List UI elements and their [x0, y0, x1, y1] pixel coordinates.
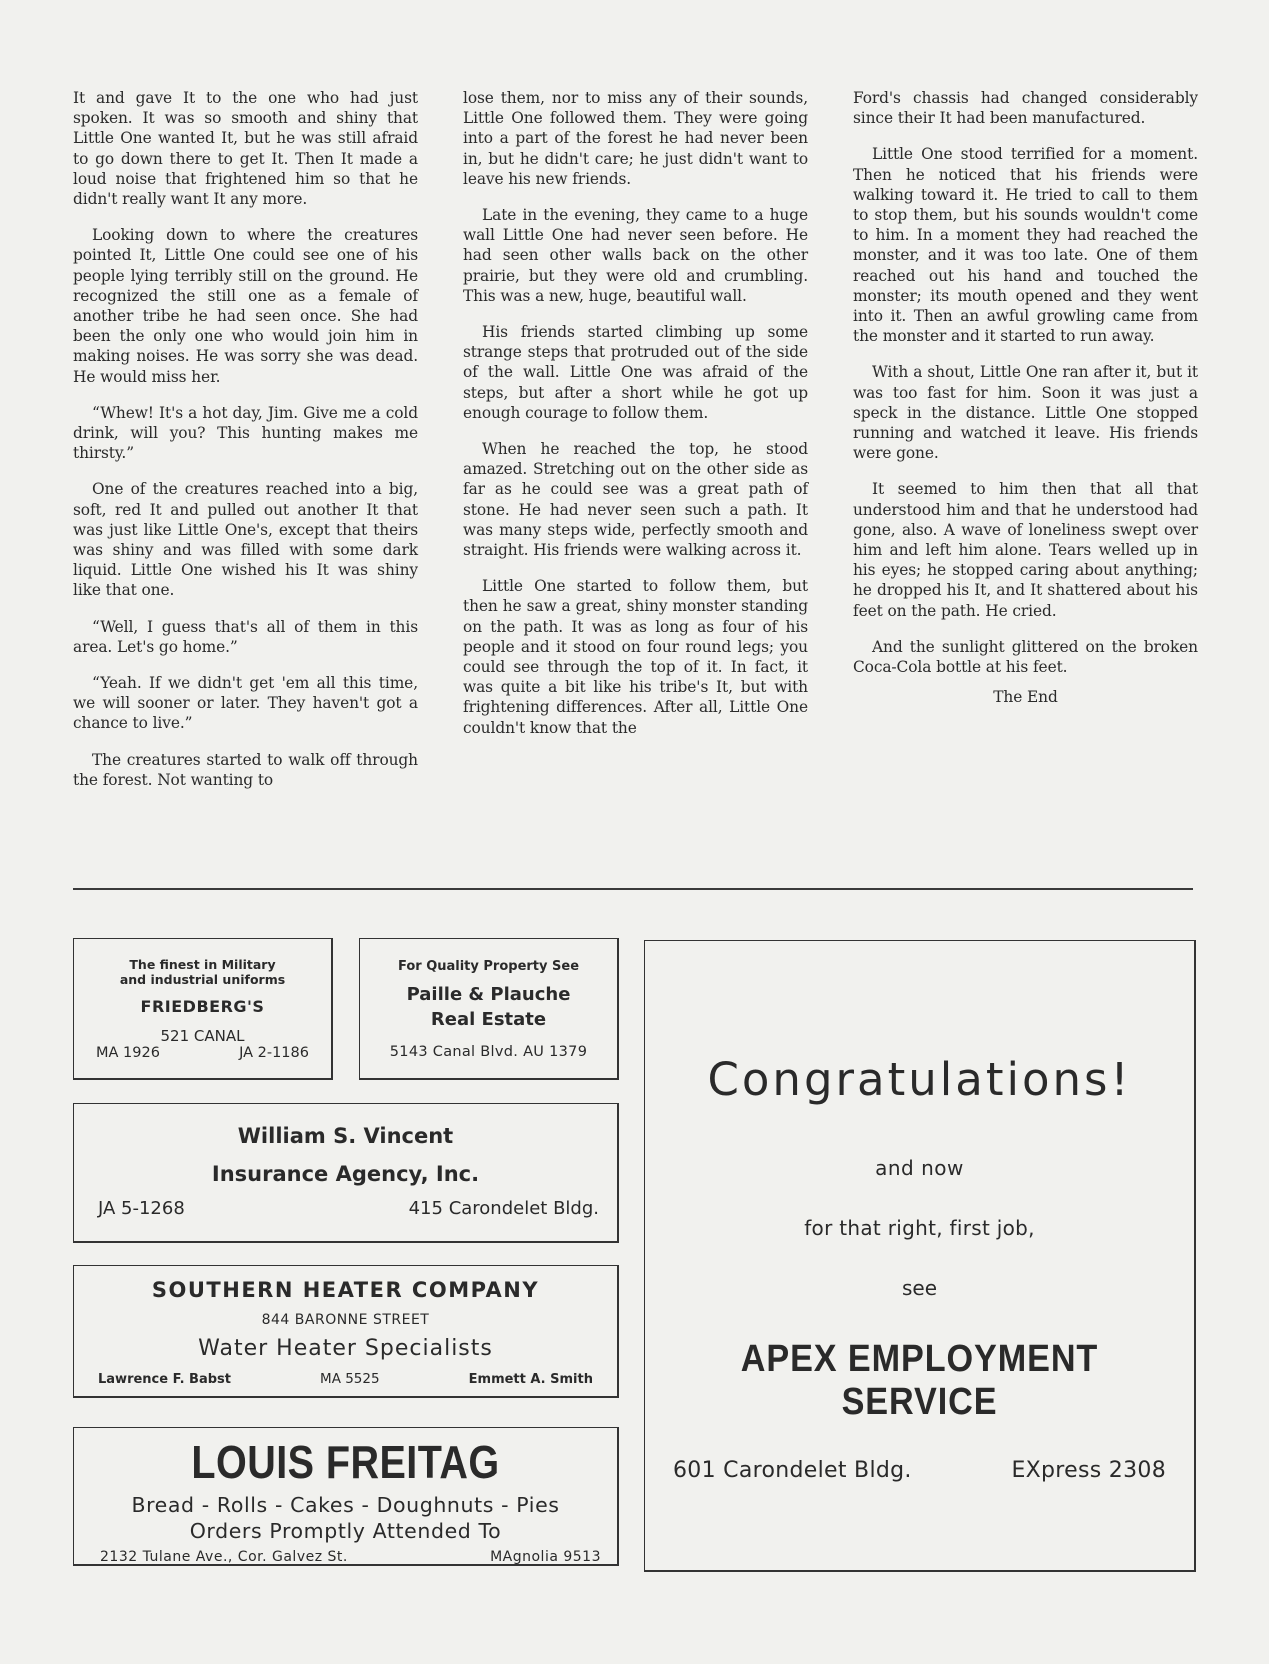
- ad-name: Paille & Plauche: [406, 984, 571, 1005]
- ad-line: see: [901, 1276, 938, 1300]
- ad-contact: [74, 1198, 617, 1219]
- paragraph: When he reached the top, he stood amazed. Stretching out on the other side as far as he could see was a great path of stone. He had never seen such a path. It was many steps wide, perfectly smooth and straight. His friends were walking across it.: [463, 440, 808, 560]
- ad-friedbergs: [73, 938, 333, 1080]
- paragraph: “Whew! It's a hot day, Jim. Give me a cold drink, will you? This hunting makes me thirsty.”: [73, 403, 418, 463]
- ad-slogan: Orders Promptly Attended To: [189, 1519, 502, 1543]
- paragraph: It seemed to him then that all that understood him and that he understood had gone, also. A wave of loneliness swept over him and left him alone. Tears welled up in his eyes; he stopped caring about anything; he dropped his It, and It shattered about his feet on the path. He cried.: [853, 480, 1198, 620]
- ad-phone: MA 1926: [96, 1045, 160, 1061]
- ad-phone: JA 5-1268: [98, 1198, 185, 1219]
- ad-tagline: For Quality Property See: [397, 959, 580, 974]
- ad-paille-plauche: [359, 938, 619, 1080]
- ad-tagline: and industrial uniforms: [119, 972, 286, 987]
- ad-name: APEX EMPLOYMENT SERVICE: [740, 1338, 1099, 1423]
- ad-phone: EXpress 2308: [1011, 1458, 1166, 1483]
- paragraph: Little One stood terrified for a moment. Then he noticed that his friends were walking toward it. He tried to call to them to stop them, but his sounds wouldn't come to him. In a moment they had reached the monster, and it was too late. One of them reached out his hand and touched the monster; its mouth opened and they went into it. Then an awful growling came from the monster and it started to run away.: [853, 145, 1198, 346]
- paragraph: The creatures started to walk off through the forest. Not wanting to: [73, 750, 418, 789]
- ad-louis-freitag: [73, 1427, 619, 1566]
- story-column-1: [73, 88, 418, 806]
- ad-company: Insurance Agency, Inc.: [211, 1162, 480, 1186]
- ad-address: 415 Carondelet Bldg.: [408, 1198, 599, 1219]
- ad-address: 2132 Tulane Ave., Cor. Galvez St.: [100, 1549, 348, 1565]
- ad-products: Bread - Rolls - Cakes - Doughnuts - Pies: [131, 1493, 560, 1517]
- ad-line: for that right, first job,: [804, 1216, 1035, 1240]
- paragraph: It and gave It to the one who had just spoken. It was so smooth and shiny that Little One wanted It, but he was still afraid to go down there to get It. Then It made a loud noise that frightened him so that he didn't really want It any more.: [73, 89, 418, 209]
- story-text: [73, 88, 1198, 806]
- ad-headline: Congratulations!: [707, 1053, 1132, 1106]
- ad-name: Real Estate: [430, 1009, 547, 1030]
- story-column-3: [853, 88, 1198, 806]
- paragraph: One of the creatures reached into a big, soft, red It and pulled out another It that was just like Little One's, except that theirs was shiny and was filled with some dark liquid. Little One wished his It was shiny like that one.: [73, 480, 418, 600]
- paragraph: His friends started climbing up some strange steps that protruded out of the side of the wall. Little One was afraid of the steps, but after a short while he got up enough courage to follow them.: [463, 323, 808, 422]
- paragraph: lose them, nor to miss any of their sounds, Little One followed them. They were going into a part of the forest he had never been in, but he didn't care; he just didn't want to leave his new friends.: [463, 89, 808, 188]
- ad-contact: [74, 1549, 617, 1565]
- ad-vincent-insurance: [73, 1103, 619, 1243]
- ad-tagline: The finest in Military: [129, 957, 276, 972]
- ad-southern-heater: [73, 1265, 619, 1398]
- paragraph: Ford's chassis had changed considerably since their It had been manufactured.: [853, 89, 1198, 128]
- ad-name: William S. Vincent: [237, 1124, 454, 1148]
- paragraph: Looking down to where the creatures pointed It, Little One could see one of his people lying terribly still on the ground. He recognized the still one as a female of another tribe he had seen once. She had been the only one who would join him in making noises. He was sorry she was dead. He would miss her.: [73, 226, 418, 386]
- ad-address: 844 BARONNE STREET: [261, 1312, 430, 1328]
- ad-address: 601 Carondelet Bldg.: [673, 1458, 912, 1483]
- story-end: The End: [993, 688, 1058, 707]
- ad-address: 5143 Canal Blvd. AU 1379: [389, 1044, 588, 1060]
- paragraph: With a shout, Little One ran after it, but it was too fast for him. Soon it was just a speck in the distance. Little One stopped running and watched it leave. His friends were gone.: [853, 363, 1198, 463]
- ad-name: SOUTHERN HEATER COMPANY: [151, 1278, 540, 1302]
- paragraph: “Yeah. If we didn't get 'em all this time, we will sooner or later. They haven't got a chance to live.”: [73, 674, 418, 733]
- ad-phone: JA 2-1186: [239, 1045, 309, 1061]
- ad-contact: [74, 1371, 617, 1387]
- story-column-2: [463, 88, 808, 806]
- ad-phones: [74, 1045, 331, 1061]
- ad-person: Lawrence F. Babst: [98, 1372, 231, 1387]
- ad-address: 521 CANAL: [160, 1027, 245, 1045]
- paragraph: Little One started to follow them, but then he saw a great, shiny monster standing on the path. It was as long as four of his people and it stood on four round legs; you could see through the top of it. In fact, it was quite a bit like his tribe's It, but with frightening differences. After all, Little One couldn't know that the: [463, 577, 808, 737]
- paragraph: Late in the evening, they came to a huge wall Little One had never seen before. He had seen other walls back on the other prairie, but they were old and crumbling. This was a new, huge, beautiful wall.: [463, 206, 808, 305]
- horizontal-divider: [73, 888, 1193, 890]
- ad-phone: MAgnolia 9513: [490, 1549, 601, 1565]
- paragraph: And the sunlight glittered on the broken Coca-Cola bottle at his feet.: [853, 637, 1198, 677]
- paragraph: “Well, I guess that's all of them in this area. Let's go home.”: [73, 617, 418, 656]
- ad-phone: MA 5525: [320, 1371, 380, 1387]
- ad-contact: [645, 1458, 1194, 1483]
- ad-specialty: Water Heater Specialists: [198, 1336, 493, 1361]
- ad-person: Emmett A. Smith: [468, 1372, 593, 1387]
- ad-line: and now: [875, 1156, 964, 1180]
- ad-name: FRIEDBERG'S: [140, 997, 265, 1016]
- ad-name: LOUIS FREITAG: [191, 1436, 500, 1488]
- ad-apex-employment: [644, 940, 1196, 1572]
